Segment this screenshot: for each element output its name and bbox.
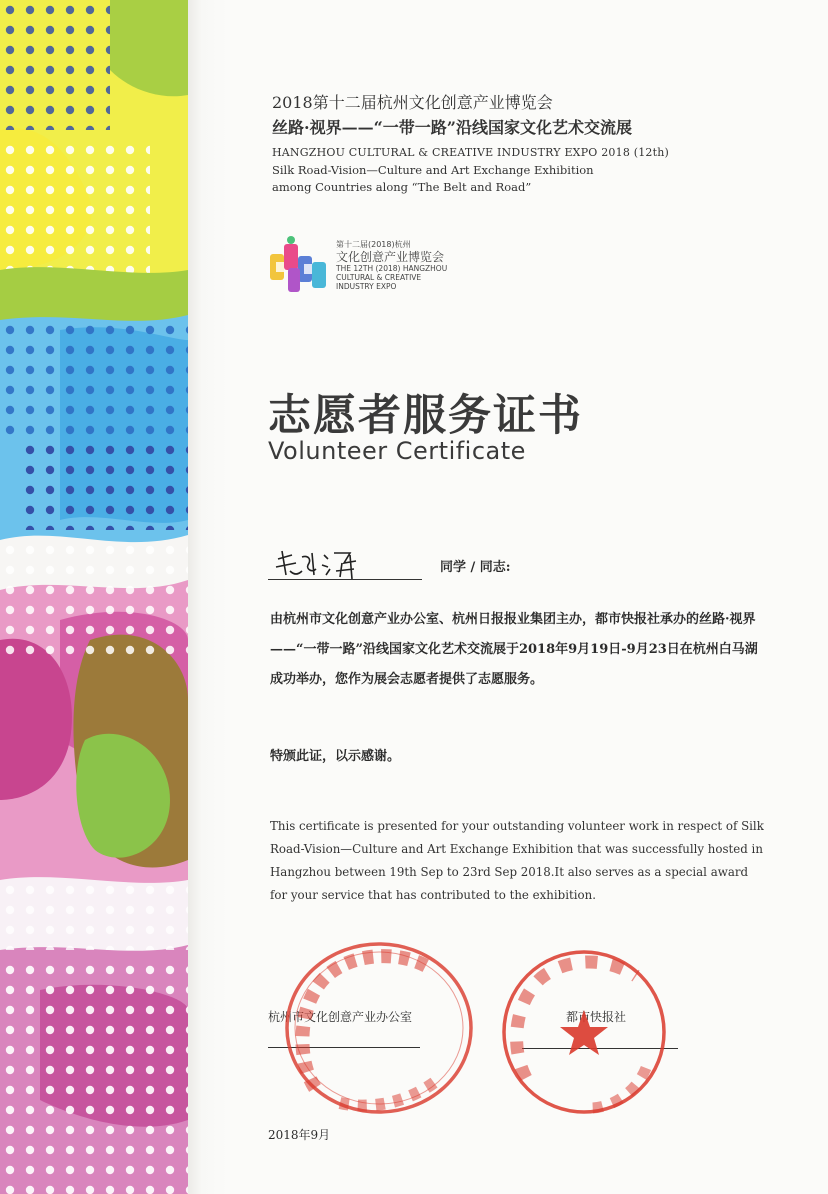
thanks-text: 特颁此证，以示感谢。 xyxy=(270,749,401,764)
certificate-title-cn: 志愿者服务证书 xyxy=(268,391,583,441)
certificate-title-en: Volunteer Certificate xyxy=(268,437,526,465)
logo-text xyxy=(336,240,447,291)
handwritten-signature xyxy=(272,545,382,583)
issue-date: 2018年9月 xyxy=(268,1128,331,1142)
official-seal-1 xyxy=(280,938,478,1118)
expo-logo-icon xyxy=(266,234,336,300)
decorative-sidebar xyxy=(0,0,188,1194)
official-seal-2 xyxy=(496,948,672,1116)
issuer-org2: 都市快报社 xyxy=(566,1010,627,1024)
exhibition-title-cn: 丝路·视界——“一带一路”沿线国家文化艺术交流展 xyxy=(272,118,632,137)
certificate-page xyxy=(188,0,828,1194)
logo-line2: 文化创意产业博览会 xyxy=(336,250,445,264)
body-text-cn: 由杭州市文化创意产业办公室、杭州日报报业集团主办，都市快报社承办的丝路·视界——“一带一路”沿线国家文化艺术交流展于2018年9月19日-9月23日在杭州白马湖成功举办，您作为展会志愿者提供了志愿服务。 xyxy=(270,612,758,687)
expo-title-cn: 2018第十二届杭州文化创意产业博览会 xyxy=(272,93,553,112)
name-underline xyxy=(268,579,422,580)
exhibition-title-en-line2: among Countries along “The Belt and Road” xyxy=(272,180,532,194)
logo-line1: 第十二届(2018)杭州 xyxy=(336,240,411,249)
body-text-en: This certificate is presented for your outstanding volunteer work in respect of Silk Road-Vision—Culture and Art Exchange Exhibition that was successfully hosted in Hangzhou between 19th Sep to 23rd Sep 2018.It also serves as a special award for your service that has contributed to the exhibition. xyxy=(270,819,764,902)
logo-line5: INDUSTRY EXPO xyxy=(336,282,397,291)
logo-line4: CULTURAL & CREATIVE xyxy=(336,273,422,282)
issuer-org1: 杭州市文化创意产业办公室 xyxy=(268,1010,413,1024)
exhibition-title-en-line1: Silk Road-Vision—Culture and Art Exchange Exhibition xyxy=(272,163,594,177)
greeting: 同学 / 同志: xyxy=(440,560,511,575)
logo-line3: THE 12TH (2018) HANGZHOU xyxy=(336,264,448,273)
expo-title-en: HANGZHOU CULTURAL & CREATIVE INDUSTRY EXPO 2018 (12th) xyxy=(272,146,669,159)
